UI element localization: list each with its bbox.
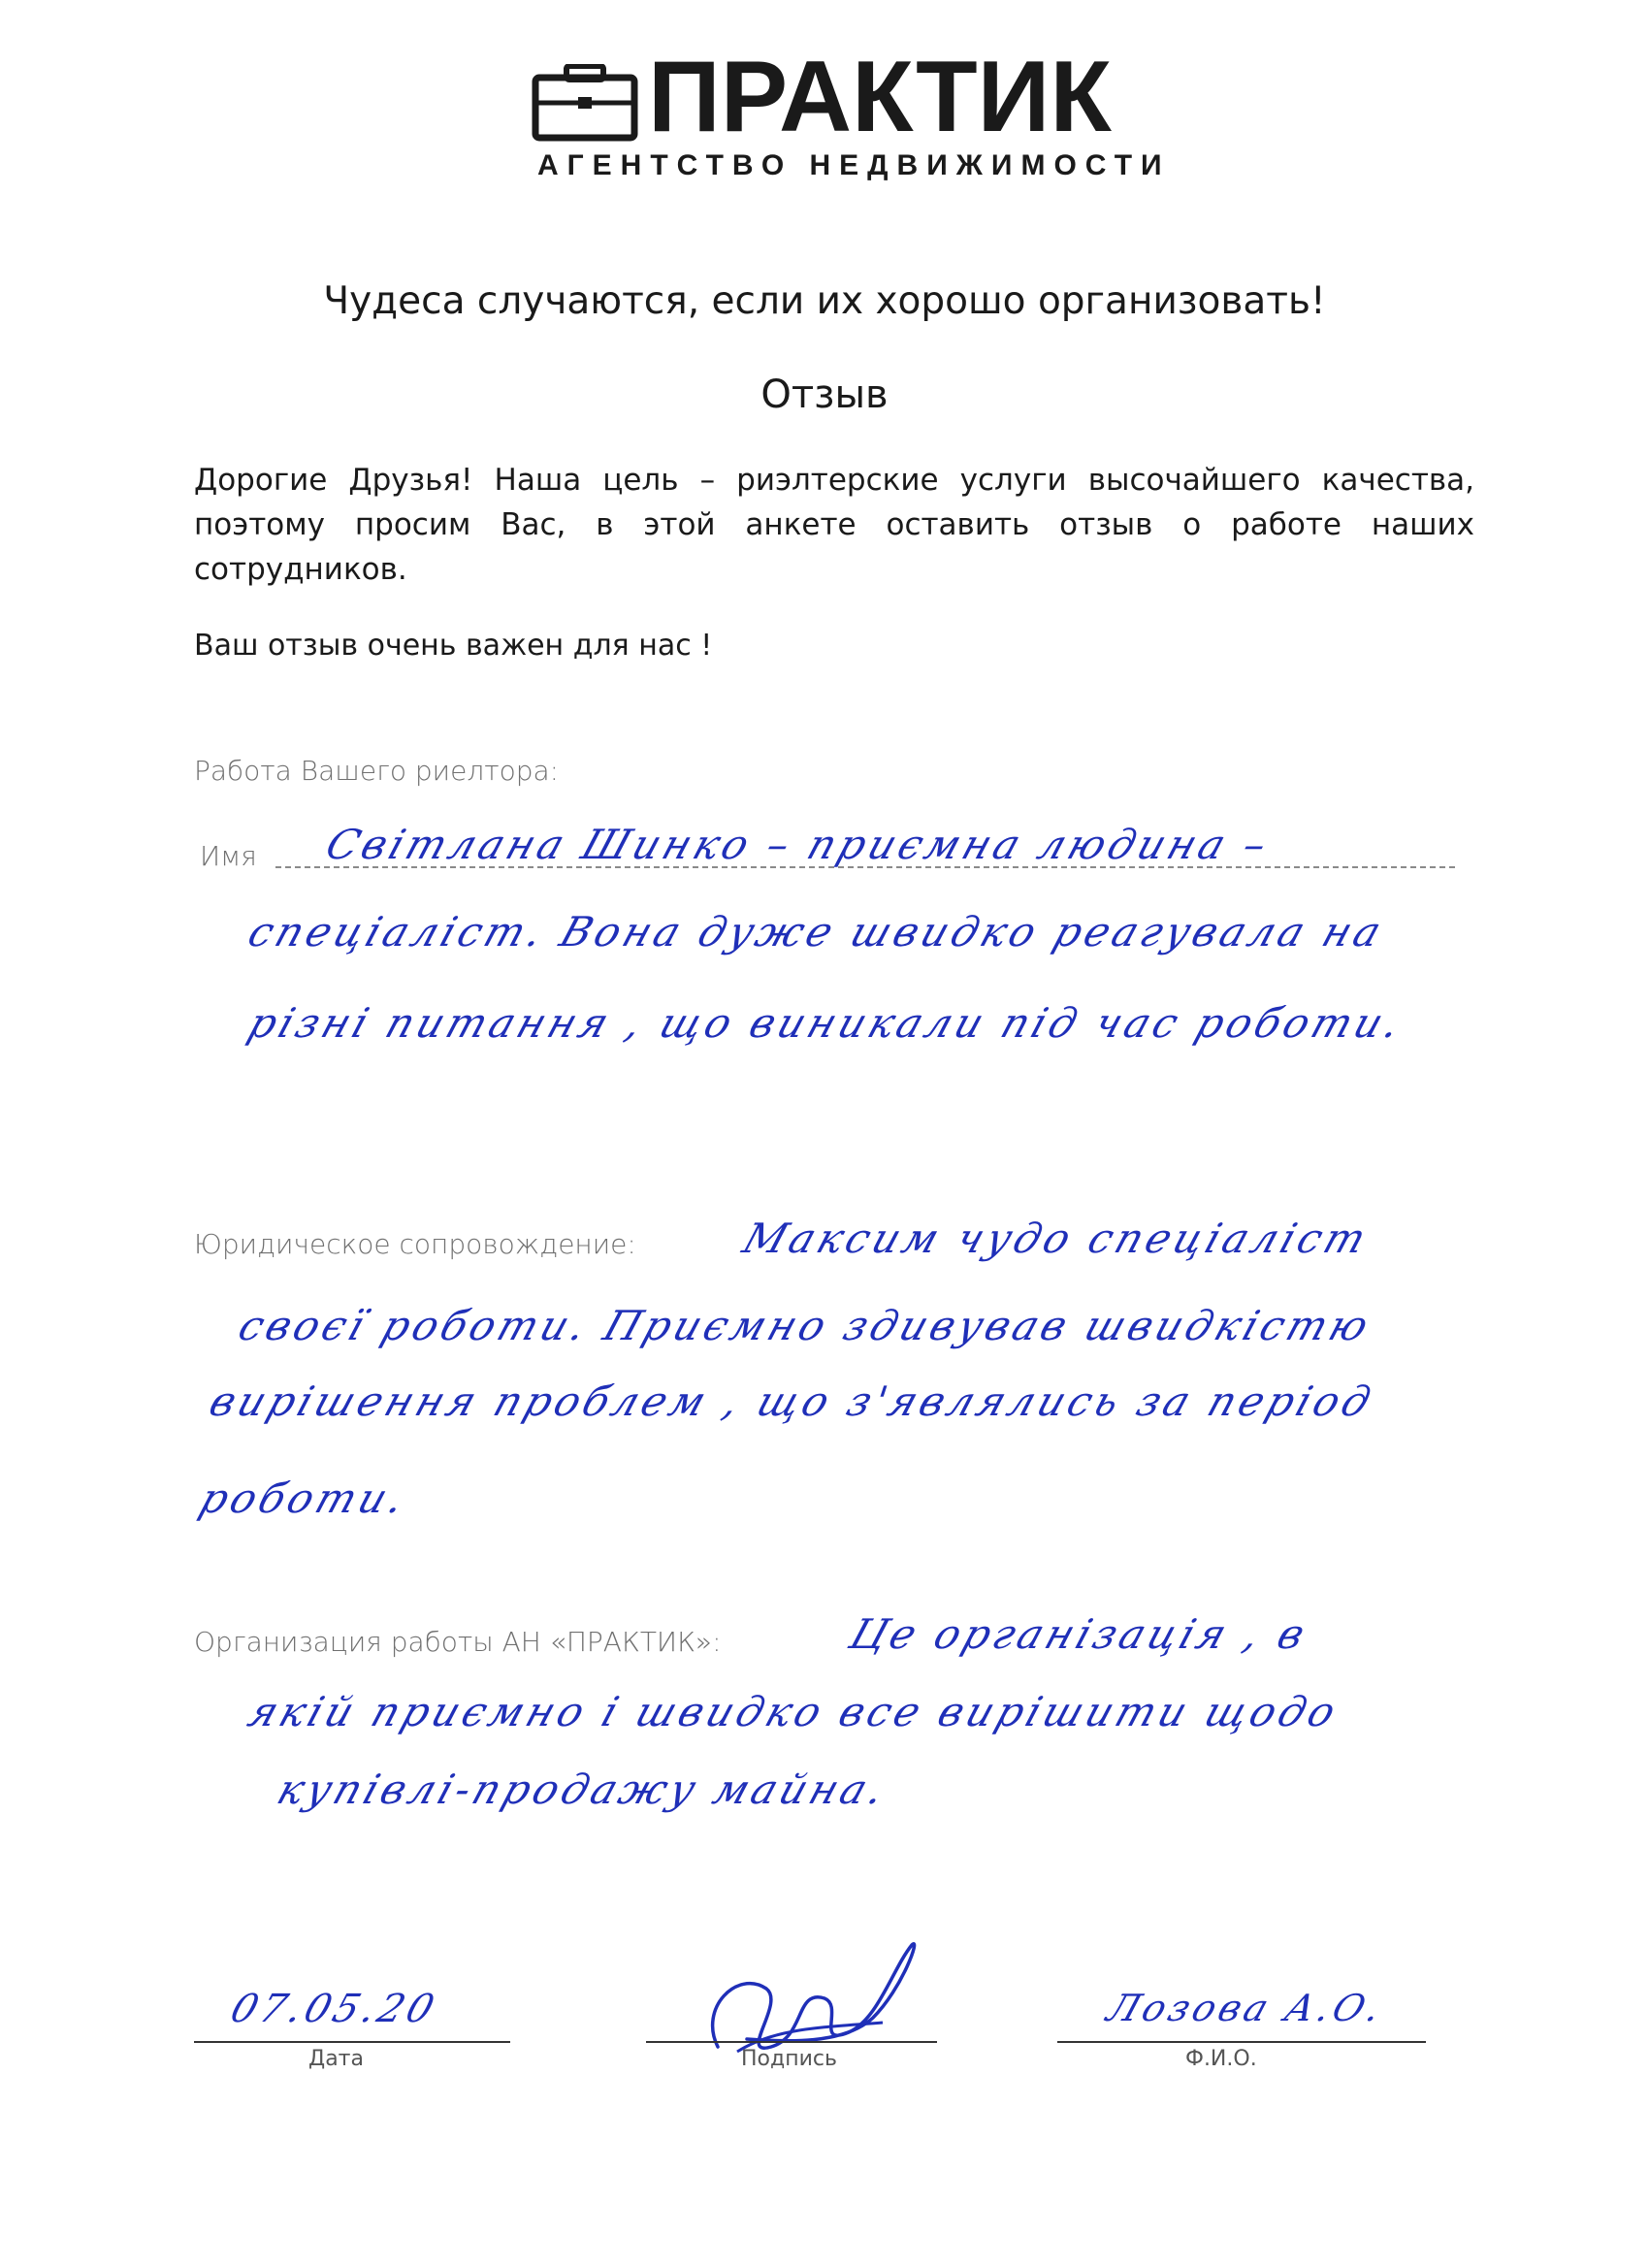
legal-section-label: Юридическое сопровождение: xyxy=(194,1228,636,1260)
realtor-review-line-1: Світлана Шинко – приємна людина – xyxy=(320,821,1277,868)
briefcase-icon xyxy=(532,64,638,142)
agency-logo xyxy=(532,41,1171,186)
brand-name: ПРАКТИК xyxy=(648,41,1112,153)
signature-caption: Подпись xyxy=(741,2047,837,2071)
intro-paragraph: Дорогие Друзья! Наша цель – риэлтерские услуги высочайшего качества, поэтому просим Вас, в этой анкете оставить отзыв о работе наших сотрудников. xyxy=(194,463,1474,587)
date-value: 07.05.20 xyxy=(225,1987,444,2031)
legal-review-line-1: Максим чудо спеціаліст xyxy=(737,1215,1376,1262)
legal-review-line-4: роботи. xyxy=(194,1474,415,1522)
fio-line xyxy=(1057,2041,1426,2043)
signature-line xyxy=(646,2041,937,2043)
organization-review-line-3: купівлі-продажу майна. xyxy=(272,1766,894,1813)
realtor-review-line-3: різні питання , що виникали під час роботи. xyxy=(242,999,1410,1047)
important-note: Ваш отзыв очень важен для нас ! xyxy=(194,629,713,663)
organization-review-line-2: якій приємно і швидко все вирішити щодо xyxy=(242,1688,1345,1735)
organization-review-line-1: Це організація , в xyxy=(844,1610,1315,1658)
realtor-section-label: Работа Вашего риелтора: xyxy=(194,755,560,787)
organization-section-label: Организация работы АН «ПРАКТИК»: xyxy=(194,1626,722,1658)
legal-review-line-2: своєї роботи. Приємно здивував швидкістю xyxy=(233,1302,1378,1349)
slogan: Чудеса случаются, если их хорошо организовать! xyxy=(323,279,1326,323)
date-line xyxy=(194,2041,510,2043)
date-caption: Дата xyxy=(308,2047,364,2071)
brand-subtitle: АГЕНТСТВО НЕДВИЖИМОСТИ xyxy=(537,149,1171,181)
page-title: Отзыв xyxy=(760,373,889,417)
fio-caption: Ф.И.О. xyxy=(1185,2047,1257,2071)
name-label: Имя xyxy=(200,840,257,872)
fio-value: Лозова А.О. xyxy=(1102,1987,1391,2029)
legal-review-line-3: вирішення проблем , що з'являлись за період xyxy=(204,1377,1381,1425)
realtor-review-line-2: спеціаліст. Вона дуже швидко реагувала на xyxy=(242,908,1391,956)
